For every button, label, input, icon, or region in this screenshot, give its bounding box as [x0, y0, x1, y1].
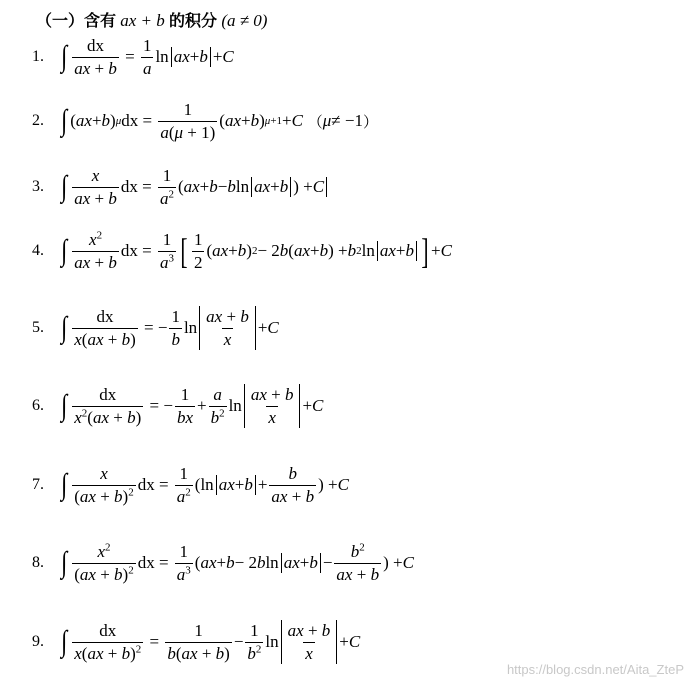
formula-7 — [32, 464, 349, 506]
formula-number: 3. — [32, 178, 44, 196]
formula-6 — [32, 384, 323, 428]
formula-8 — [32, 542, 414, 584]
watermark: https://blog.csdn.net/Aita_ZteP — [506, 662, 684, 677]
formula-expression: ∫ dx x(ax + b) = − 1 b ln ax + b x + C — [61, 306, 279, 349]
formula-expression: ∫ ( ax + b ) μ dx = 1 a(μ + 1) ( ax + b ) μ+1 + C （ μ ≠ −1 ） — [61, 100, 378, 142]
formula-expression: ∫ dx ax + b = 1 a ln ax + b + C — [61, 36, 234, 78]
formula-4 — [32, 230, 452, 272]
formula-expression: ∫ dx x(ax + b)$^2$ = 1 b(ax + b) − 1 $b^2$ ln ax + b x + C — [61, 620, 361, 663]
formula-number: 2. — [32, 112, 44, 130]
formula-number: 4. — [32, 242, 44, 260]
formula-number: 8. — [32, 554, 44, 572]
formula-expression: ∫ dx $x^2(ax + b)$ = − 1 bx + a $b^2$ ln ax + b x + C — [61, 384, 324, 427]
formula-expression: ∫ x (ax + b)$^2$ dx = 1 $a^2$ (ln ax + b + b ax + b ) + C — [61, 464, 349, 506]
formula-expression: ∫ x ax + b dx = 1 $a^2$ ( ax + b − b ln ax + b ) + C — [60, 166, 329, 208]
heading-suffix: 的积分 — [169, 11, 218, 30]
formula-number: 1. — [32, 48, 44, 66]
formula-3 — [32, 166, 329, 208]
formula-1 — [32, 36, 234, 78]
formula-9 — [32, 620, 360, 664]
formula-expression: ∫ $x^2$ (ax + b)$^2$ dx = 1 $a^3$ ( ax + b − 2 b ln ax + b − $b^2$ ax + b ) + C — [61, 541, 414, 584]
heading-expr: ax + b — [120, 11, 165, 30]
heading-prefix: （一）含有 — [36, 11, 117, 30]
formula-expression: ∫ $x^2$ ax + b dx = 1 $a^3$ [ 1 2 ( ax + b ) 2 − 2 b ( ax + b ) + b 2 ln ax + b ] + C — [61, 229, 452, 272]
formula-number: 5. — [32, 319, 44, 336]
formula-number: 9. — [32, 633, 44, 650]
formula-number: 6. — [32, 397, 44, 414]
formula-5 — [32, 306, 279, 350]
section-heading — [36, 8, 267, 31]
formula-number: 7. — [32, 476, 44, 494]
formula-2 — [32, 100, 378, 142]
heading-condition: (a ≠ 0) — [221, 11, 268, 30]
